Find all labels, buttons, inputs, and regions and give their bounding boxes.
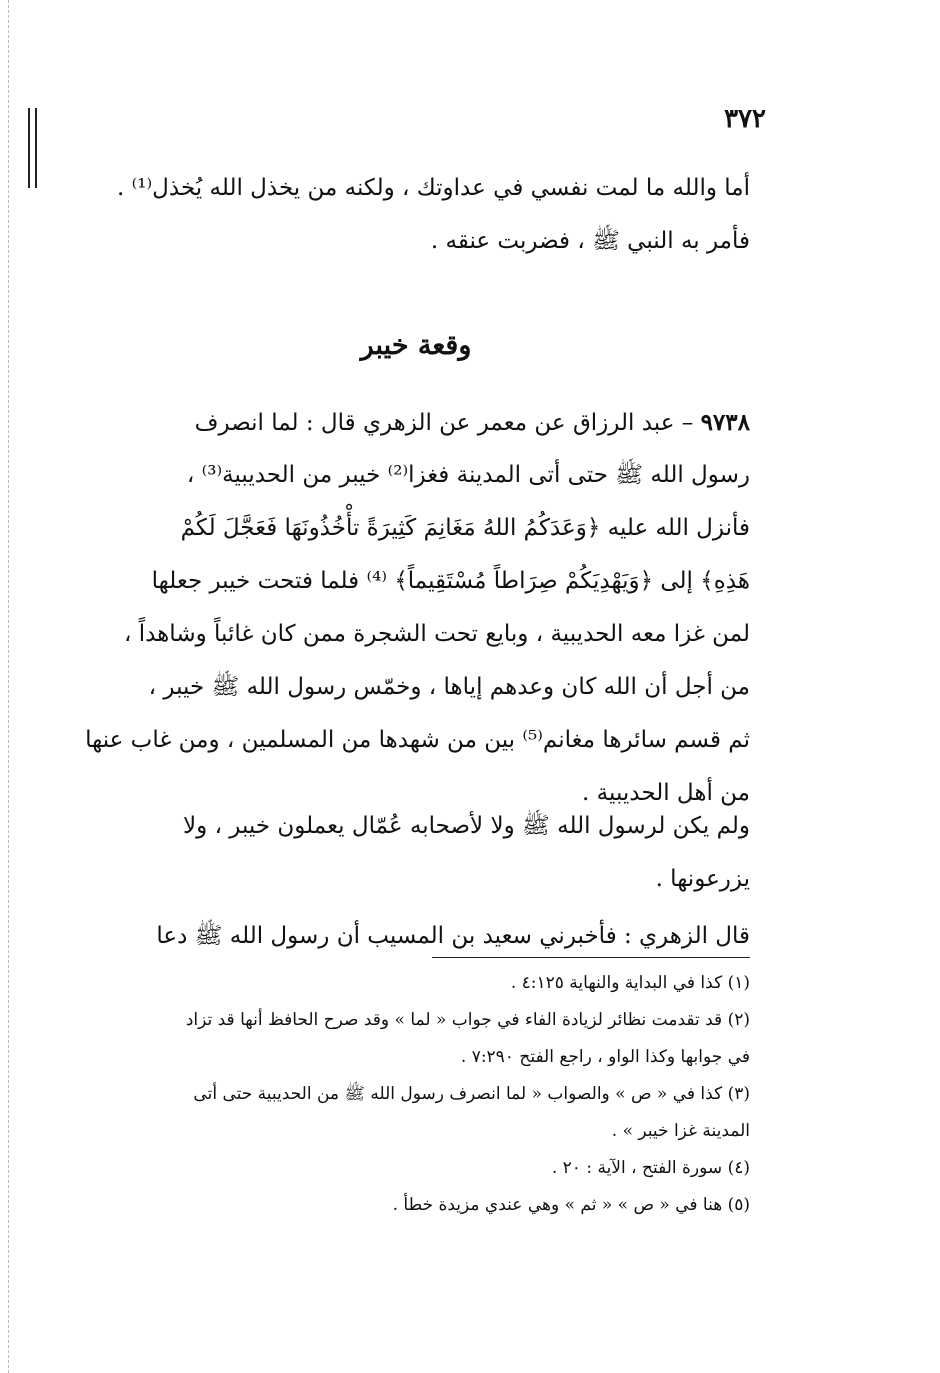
intro-paragraph xyxy=(82,162,750,268)
hadith-first-line: – عبد الرزاق عن معمر عن الزهري قال : لما انصرف xyxy=(194,410,701,436)
text-line: رسول الله ﷺ حتى أتى المدينة فغزا⁽²⁾ خيبر من الحديبية⁽³⁾ ، xyxy=(186,462,750,488)
footnotes xyxy=(82,965,750,1224)
hadith-paragraph xyxy=(82,396,750,820)
text-line: من أهل الحديبية . xyxy=(582,780,750,806)
text-line: ثم قسم سائرها مغانم⁽⁵⁾ بين من شهدها من المسلمين ، ومن غاب عنها xyxy=(85,727,750,753)
text-line: يزرعونها . xyxy=(655,866,750,892)
footnote-line: (٢) قد تقدمت نظائر لزيادة الفاء في جواب « لما » وقد صرح الحافظ أنها قد تزاد xyxy=(185,1010,750,1030)
footnote-line: (٣) كذا في « ص » والصواب « لما انصرف رسول الله ﷺ من الحديبية حتى أتى xyxy=(193,1084,750,1104)
third-paragraph xyxy=(82,910,750,963)
page-edge-dotted-line xyxy=(8,0,9,1373)
text-line: فأمر به النبي ﷺ ، فضربت عنقه . xyxy=(430,228,750,254)
footnote-line: (١) كذا في البداية والنهاية ٤:١٢٥ . xyxy=(510,973,750,993)
text-line: فأنزل الله عليه ﴿وَعَدَكُمُ اللهُ مَغَانِمَ كَثِيرَةً تأْخُذُونَهَا فَعَجَّلَ لَكُمْ xyxy=(180,515,750,541)
text-line xyxy=(82,396,750,449)
text-line: هَذِهِ﴾ إلى ﴿وَيَهْدِيَكُمْ صِرَاطاً مُسْتَقِيماً﴾ ⁽⁴⁾ فلما فتحت خيبر جعلها xyxy=(151,568,750,594)
text-line: ولم يكن لرسول الله ﷺ ولا لأصحابه عُمّال يعملون خيبر ، ولا xyxy=(183,813,750,839)
footnote-line: المدينة غزا خيبر » . xyxy=(611,1121,750,1141)
footnote-separator xyxy=(432,957,750,958)
footnote-line: (٤) سورة الفتح ، الآية : ٢٠ . xyxy=(551,1158,750,1178)
text-line: من أجل أن الله كان وعدهم إياها ، وخمّس رسول الله ﷺ خيبر ، xyxy=(148,674,750,700)
footnote-line: في جوابها وكذا الواو ، راجع الفتح ٧:٢٩٠ . xyxy=(460,1047,750,1067)
second-paragraph xyxy=(82,800,750,906)
footnote-line: (٥) هنا في « ص » « ثم » وهي عندي مزيدة خطأ . xyxy=(392,1195,750,1215)
section-heading: وقعة خيبر xyxy=(360,330,472,361)
page-number: ٣٧٢ xyxy=(724,104,766,134)
binding-margin-line xyxy=(28,108,30,188)
text-line: لمن غزا معه الحديبية ، وبايع تحت الشجرة ممن كان غائباً وشاهداً ، xyxy=(123,621,750,647)
text-line: أما والله ما لمت نفسي في عداوتك ، ولكنه من يخذل الله يُخذل⁽¹⁾ . xyxy=(117,175,750,201)
text-line: قال الزهري : فأخبرني سعيد بن المسيب أن رسول الله ﷺ دعا xyxy=(156,923,750,949)
hadith-number: ٩٧٣٨ xyxy=(700,409,750,436)
binding-margin-line xyxy=(35,108,37,188)
